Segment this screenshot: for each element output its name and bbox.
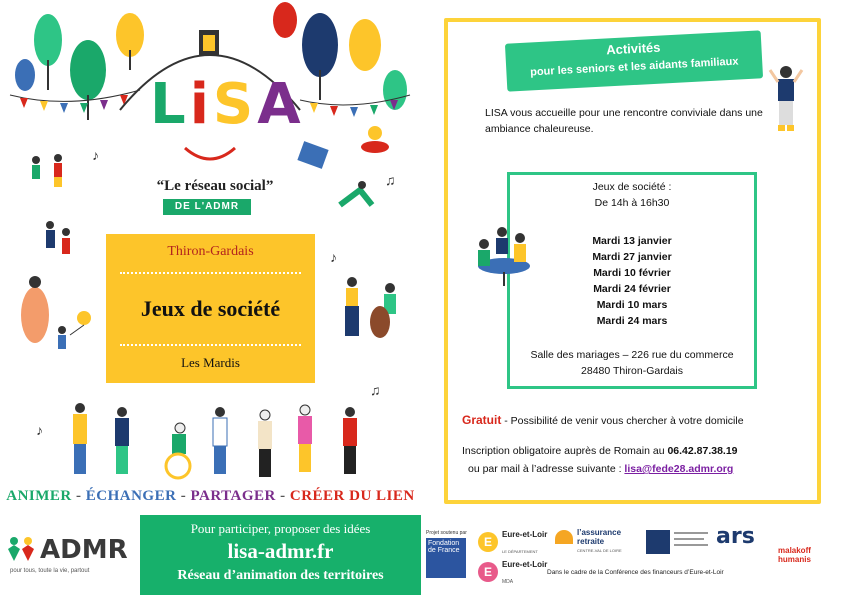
logo-letter: A (257, 72, 305, 137)
event-city: Thiron-Gardais (167, 244, 254, 259)
signup-info (462, 445, 802, 457)
date-item: Mardi 13 janvier (592, 235, 672, 247)
ars-wordmark: ars (716, 524, 755, 549)
fdf-logo (426, 530, 468, 578)
website-link[interactable]: lisa-admr.fr (227, 539, 334, 563)
date-item: Mardi 27 janvier (592, 251, 672, 263)
logo-letter: S (212, 72, 258, 137)
malakoff-logo (778, 546, 838, 564)
event-type: Jeux de société : (592, 181, 672, 193)
event-card (106, 234, 315, 383)
divider (120, 272, 301, 274)
eure-loir-icon: E (478, 532, 498, 552)
dancer-icon (768, 64, 808, 136)
slogan-word: ÉCHANGER (85, 488, 177, 504)
logo-letter: L (150, 72, 190, 137)
date-item: Mardi 10 février (593, 267, 671, 279)
participate-text: Pour participer, proposer des idées (190, 521, 371, 536)
divider (120, 344, 301, 346)
svg-text:♪: ♪ (92, 147, 99, 163)
tagline: “Le réseau social” (156, 178, 274, 194)
date-item: Mardi 24 février (593, 283, 671, 295)
logo-letter: i (189, 72, 213, 137)
slogan-sep: - (71, 488, 86, 504)
admr-badge: DE L'ADMR (163, 199, 251, 215)
email-link[interactable]: lisa@fede28.admr.org (624, 463, 734, 475)
fdf-name: Fondation de France (426, 538, 466, 578)
mail-text: ou par mail à l’adresse suivante : (468, 463, 625, 475)
fdf-caption: Projet soutenu par (426, 530, 467, 536)
schedule-box (507, 172, 757, 389)
assurance-name: l’assurance retraite (577, 528, 622, 546)
free-info (462, 413, 802, 427)
activities-title: Activités (605, 39, 661, 58)
malakoff-wordmark: malakoff humanis (778, 546, 811, 564)
svg-text:♪: ♪ (330, 249, 337, 265)
lisa-logo (150, 72, 305, 137)
mda-icon: E (478, 562, 498, 582)
slogan-word: CRÉER DU LIEN (289, 488, 415, 504)
admr-wordmark: ADMR (40, 535, 128, 565)
event-hours: De 14h à 16h30 (594, 197, 670, 209)
slogan-word: ANIMER (6, 488, 72, 504)
admr-people-icon (6, 535, 40, 565)
eure-loir-sub: LE DÉPARTEMENT (502, 549, 538, 554)
free-label: Gratuit (462, 413, 502, 427)
svg-text:♪: ♪ (36, 422, 43, 438)
slogan (0, 488, 421, 505)
slogan-sep: - (275, 488, 290, 504)
event-subtitle: Les Mardis (181, 355, 240, 370)
activities-subtitle: pour les seniors et les aidants familiaux (529, 55, 739, 79)
mda-sub: MDA (502, 579, 514, 585)
network-text: Réseau d’animation des territoires (177, 568, 384, 583)
address-line: Salle des mariages – 226 rue du commerce (530, 349, 734, 361)
free-text: - Possibilité de venir vous chercher à votre domicile (501, 415, 744, 427)
svg-text:♫: ♫ (370, 382, 381, 398)
phone-number[interactable]: 06.42.87.38.19 (667, 445, 738, 457)
admr-tagline: pour tous, toute la vie, partout (10, 568, 90, 574)
cnsa-line (674, 532, 708, 534)
eure-loir-name: Eure-et-Loir (502, 530, 548, 539)
cnsa-icon (646, 530, 670, 554)
mail-info (468, 463, 808, 475)
slogan-word: PARTAGER (190, 488, 276, 504)
players-table-icon (470, 222, 536, 288)
ars-logo (716, 524, 772, 549)
signup-text: Inscription obligatoire auprès de Romain au (462, 445, 668, 457)
cnsa-line (674, 544, 708, 546)
date-item: Mardi 24 mars (596, 315, 668, 327)
date-item: Mardi 10 mars (596, 299, 668, 311)
address-line: 28480 Thiron-Gardais (581, 365, 683, 377)
cnsa-line (674, 538, 704, 540)
participation-banner (140, 515, 421, 595)
cnsa-logo (646, 530, 710, 556)
intro-text: LISA vous accueille pour une rencontre conviviale dans une ambiance chaleureuse. (485, 107, 763, 135)
funders-note: Dans le cadre de la Conférence des financeurs d’Eure-et-Loir (547, 569, 724, 576)
slogan-sep: - (176, 488, 191, 504)
event-title: Jeux de société (140, 296, 281, 321)
mda-name: Eure-et-Loir (502, 560, 548, 569)
assurance-icon (555, 530, 573, 544)
svg-text:♫: ♫ (385, 172, 396, 188)
assurance-sub: CENTRE-VAL DE LOIRE (577, 548, 622, 553)
